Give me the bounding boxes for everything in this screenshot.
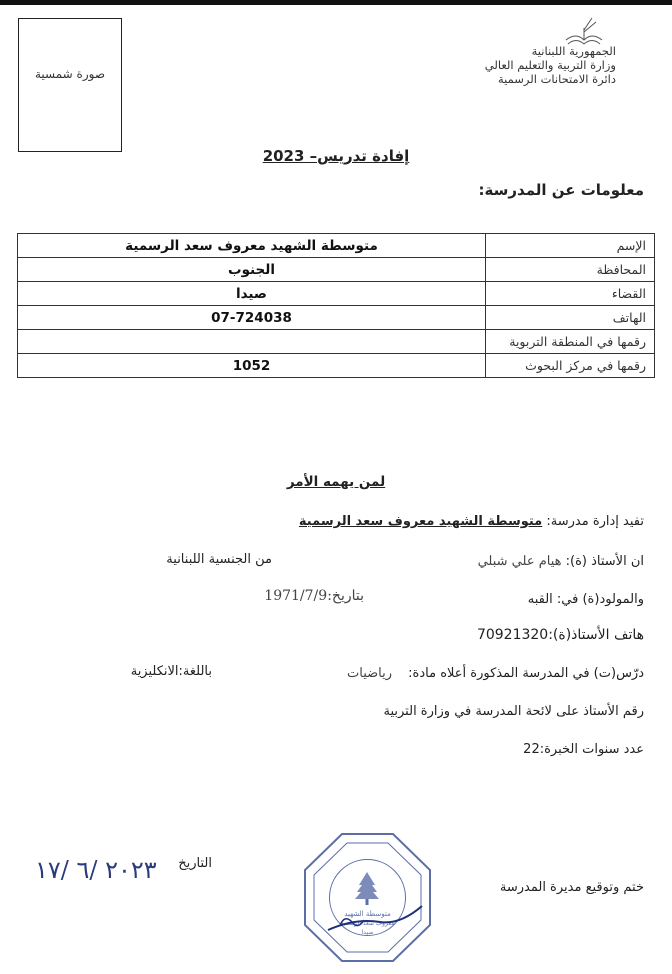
taught-label: درّس(ت) في المدرسة المذكورة أعلاه مادة:	[408, 666, 644, 681]
row-value: متوسطة الشهيد معروف سعد الرسمية	[18, 234, 486, 258]
row-value: صيدا	[18, 282, 486, 306]
teacher-phone: هاتف الأستاذ(ة):70921320	[476, 627, 644, 643]
concern-heading	[0, 474, 672, 490]
section-title: معلومات عن المدرسة:	[478, 181, 644, 199]
row-value: الجنوب	[18, 258, 486, 282]
school-intro: تفيد إدارة مدرسة:	[546, 514, 644, 529]
register-number: رقم الأستاذ على لائحة المدرسة في وزارة التربية	[383, 704, 644, 719]
row-label: رقمها في المنطقة التربوية	[486, 330, 655, 354]
teacher-label: ان الأستاذ (ة):	[565, 554, 644, 569]
signature-label: ختم وتوقيع مديرة المدرسة	[499, 880, 644, 895]
table-row	[18, 306, 655, 330]
nationality: من الجنسية اللبنانية	[166, 552, 272, 567]
book-logo-icon	[562, 14, 606, 46]
photo-placeholder	[18, 18, 122, 152]
photo-label: صورة شمسية	[34, 67, 106, 81]
table-row	[18, 234, 655, 258]
svg-text:معروف سعد الرسمية: معروف سعد الرسمية	[340, 920, 395, 927]
row-value: 07-724038	[18, 306, 486, 330]
row-label: الإسم	[486, 234, 655, 258]
document-title-text: إفادة تدريس– 2023	[262, 147, 410, 165]
school-line	[299, 514, 644, 529]
subject-value: رياضيات	[347, 666, 393, 681]
table-row	[18, 330, 655, 354]
svg-text:متوسطة الشهيد: متوسطة الشهيد	[344, 910, 391, 918]
table-row	[18, 354, 655, 378]
row-label: الهاتف	[486, 306, 655, 330]
language: باللغة:الانكليزية	[130, 664, 212, 679]
birth-date: بتاريخ:1971/7/9	[264, 588, 364, 604]
concern-heading-text: لمن يهمه الأمر	[286, 474, 386, 490]
ministry-line-2: وزارة التربية والتعليم العالي	[484, 58, 616, 72]
table-row	[18, 282, 655, 306]
school-stamp-seal	[300, 830, 435, 965]
experience-years: عدد سنوات الخبرة:22	[523, 742, 644, 757]
taught-line	[347, 666, 644, 681]
teacher-line	[478, 554, 644, 569]
svg-text:صيدا: صيدا	[361, 929, 374, 936]
document-title	[0, 147, 672, 165]
table-row	[18, 258, 655, 282]
school-name: متوسطة الشهيد معروف سعد الرسمية	[298, 514, 543, 529]
row-value	[18, 330, 486, 354]
birth-place: والمولود(ة) في: القبه	[527, 592, 644, 607]
ministry-line-3: دائرة الامتحانات الرسمية	[497, 72, 616, 86]
school-info-table	[17, 233, 655, 378]
row-label: المحافظة	[486, 258, 655, 282]
handwritten-date: ٢٠٢٣ /٦ /١٧	[35, 856, 157, 884]
ministry-line-1: الجمهورية اللبنانية	[531, 44, 616, 58]
row-value: 1052	[18, 354, 486, 378]
ministry-header	[416, 44, 616, 86]
top-bar	[0, 0, 672, 5]
teacher-name: هيام علي شبلي	[477, 554, 562, 569]
row-label: رقمها في مركز البحوث	[486, 354, 655, 378]
row-label: القضاء	[486, 282, 655, 306]
date-label: التاريخ	[178, 856, 212, 871]
